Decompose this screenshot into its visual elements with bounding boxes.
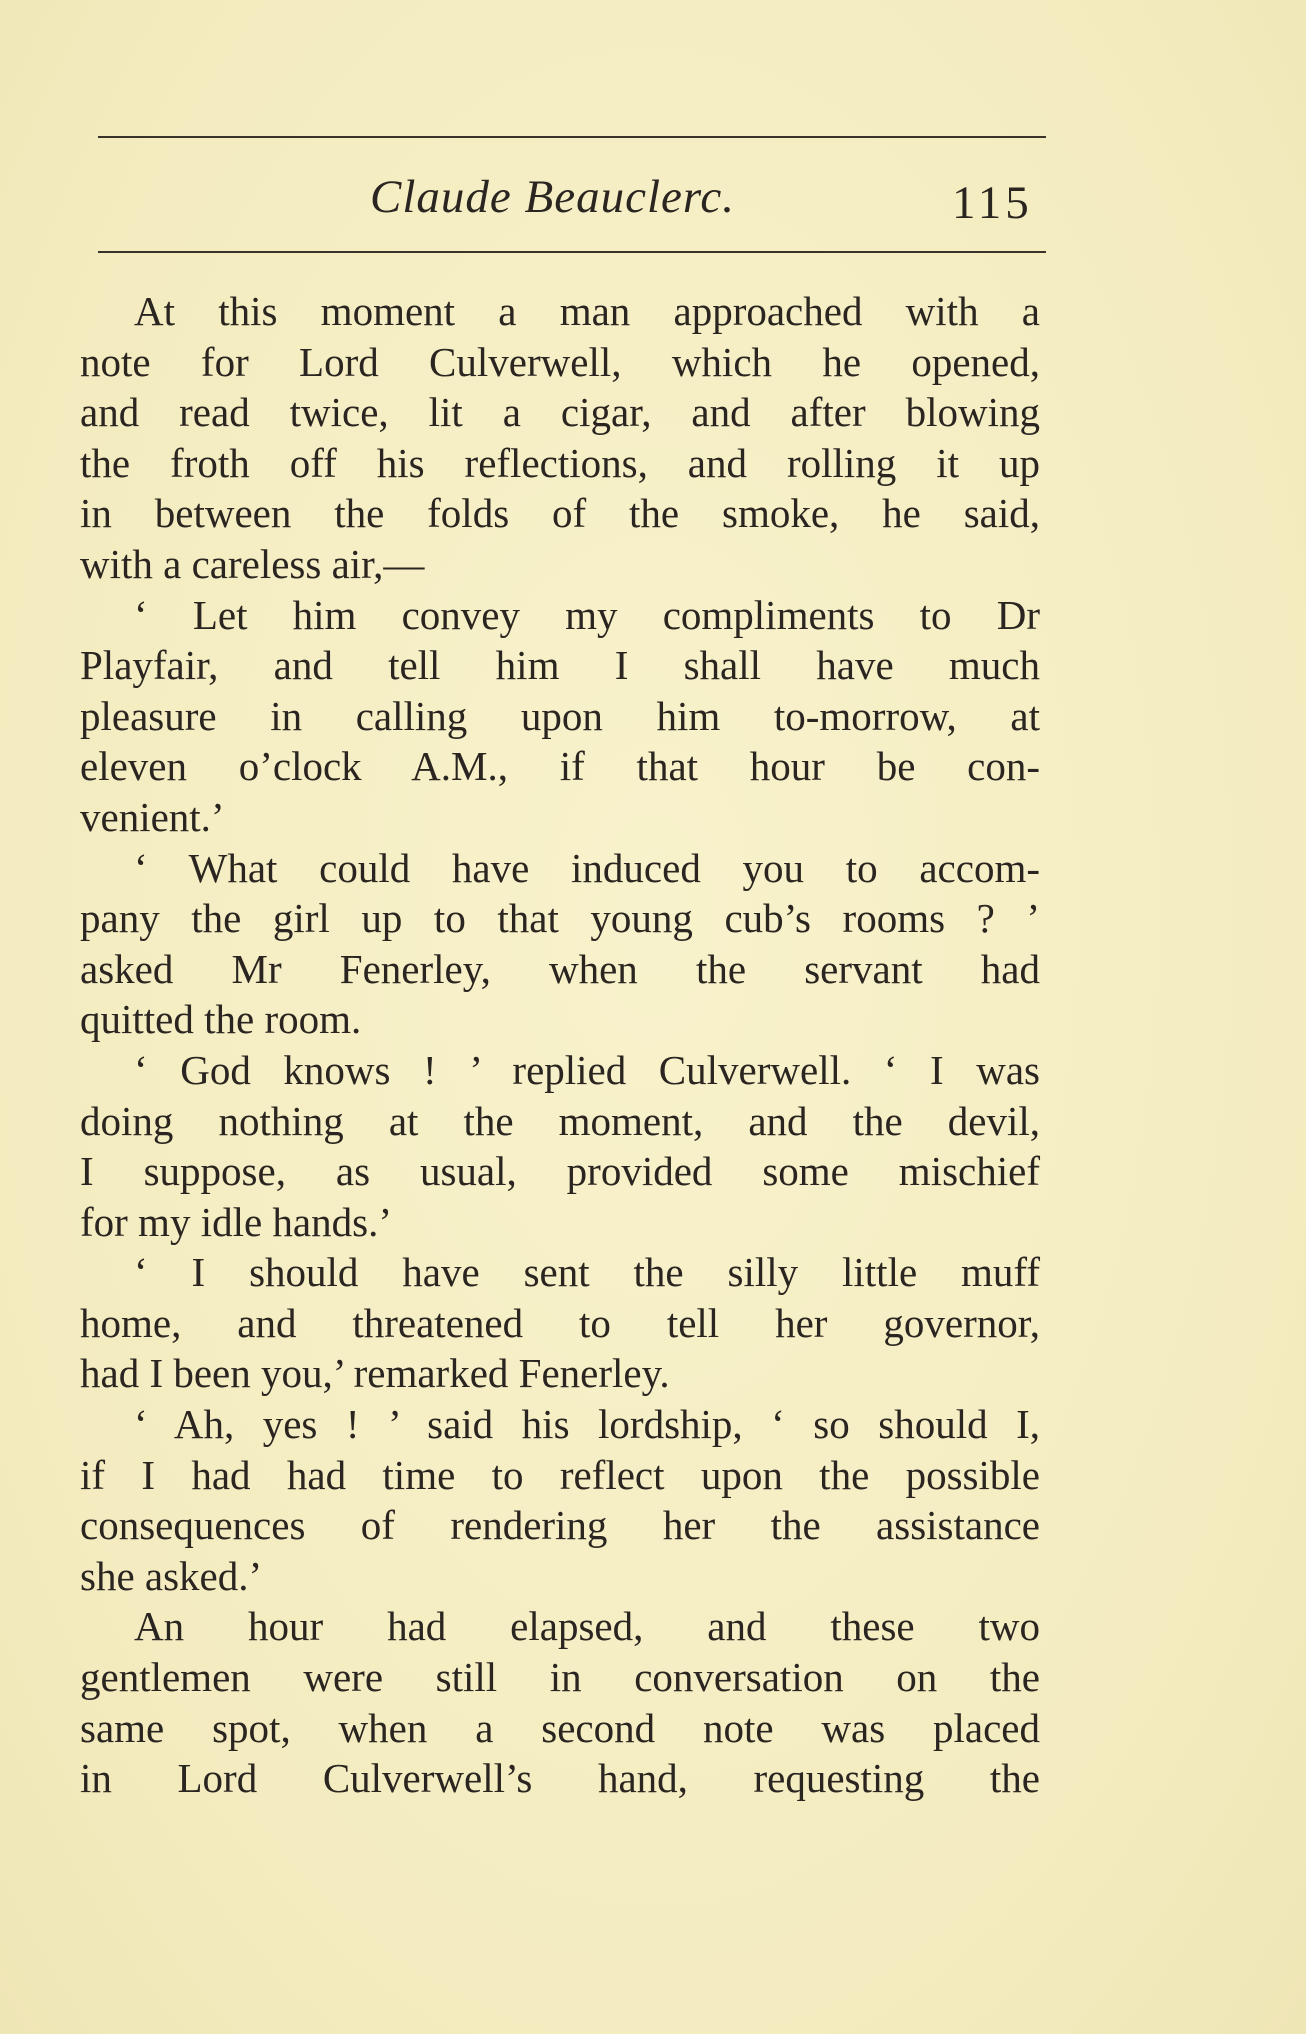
- text-line: note for Lord Culverwell, which he opened,: [80, 338, 1040, 385]
- body-text: [80, 286, 1040, 1804]
- text-line: doing nothing at the moment, and the devil,: [80, 1097, 1040, 1144]
- text-line: gentlemen were still in conversation on the: [80, 1654, 1040, 1701]
- text-line: had I been you,’ remarked Fenerley.: [80, 1350, 670, 1397]
- text-line: An hour had elapsed, and these two: [134, 1603, 1040, 1650]
- text-line: quitted the room.: [80, 996, 362, 1043]
- text-line: in between the folds of the smoke, he said,: [80, 490, 1040, 537]
- text-line: eleven o’clock A.M., if that hour be con-: [80, 743, 1040, 790]
- page-number: 115: [952, 177, 1033, 229]
- text-line: venient.’: [80, 793, 225, 840]
- text-line: she asked.’: [80, 1552, 263, 1599]
- text-line: home, and threatened to tell her governor,: [80, 1299, 1040, 1346]
- text-line: in Lord Culverwell’s hand, requesting the: [80, 1755, 1040, 1802]
- text-line: consequences of rendering her the assistance: [80, 1502, 1040, 1549]
- text-line: with a careless air,—: [80, 540, 425, 587]
- text-line: if I had had time to reflect upon the possible: [80, 1451, 1040, 1498]
- text-line: Playfair, and tell him I shall have much: [80, 642, 1040, 689]
- text-line: ‘ Let him convey my compliments to Dr: [134, 591, 1040, 638]
- header-rule-top: [98, 136, 1046, 138]
- text-line: same spot, when a second note was placed: [80, 1704, 1040, 1751]
- text-line: pleasure in calling upon him to-morrow, at: [80, 692, 1040, 739]
- text-line: for my idle hands.’: [80, 1198, 392, 1245]
- header-rule-bottom: [98, 251, 1046, 253]
- text-line: asked Mr Fenerley, when the servant had: [80, 945, 1040, 992]
- running-title: Claude Beauclerc.: [370, 171, 736, 223]
- text-line: ‘ God knows ! ’ replied Culverwell. ‘ I was: [134, 1046, 1040, 1093]
- text-line: ‘ What could have induced you to accom-: [134, 844, 1040, 891]
- text-line: and read twice, lit a cigar, and after blowing: [80, 389, 1040, 436]
- text-line: ‘ I should have sent the silly little muff: [134, 1249, 1040, 1296]
- text-line: the froth off his reflections, and rolling it up: [80, 439, 1040, 486]
- text-line: At this moment a man approached with a: [134, 288, 1040, 334]
- text-line: ‘ Ah, yes ! ’ said his lordship, ‘ so should I,: [134, 1401, 1040, 1448]
- text-line: pany the girl up to that young cub’s rooms ? ’: [80, 895, 1040, 942]
- text-line: I suppose, as usual, provided some mischief: [80, 1148, 1040, 1195]
